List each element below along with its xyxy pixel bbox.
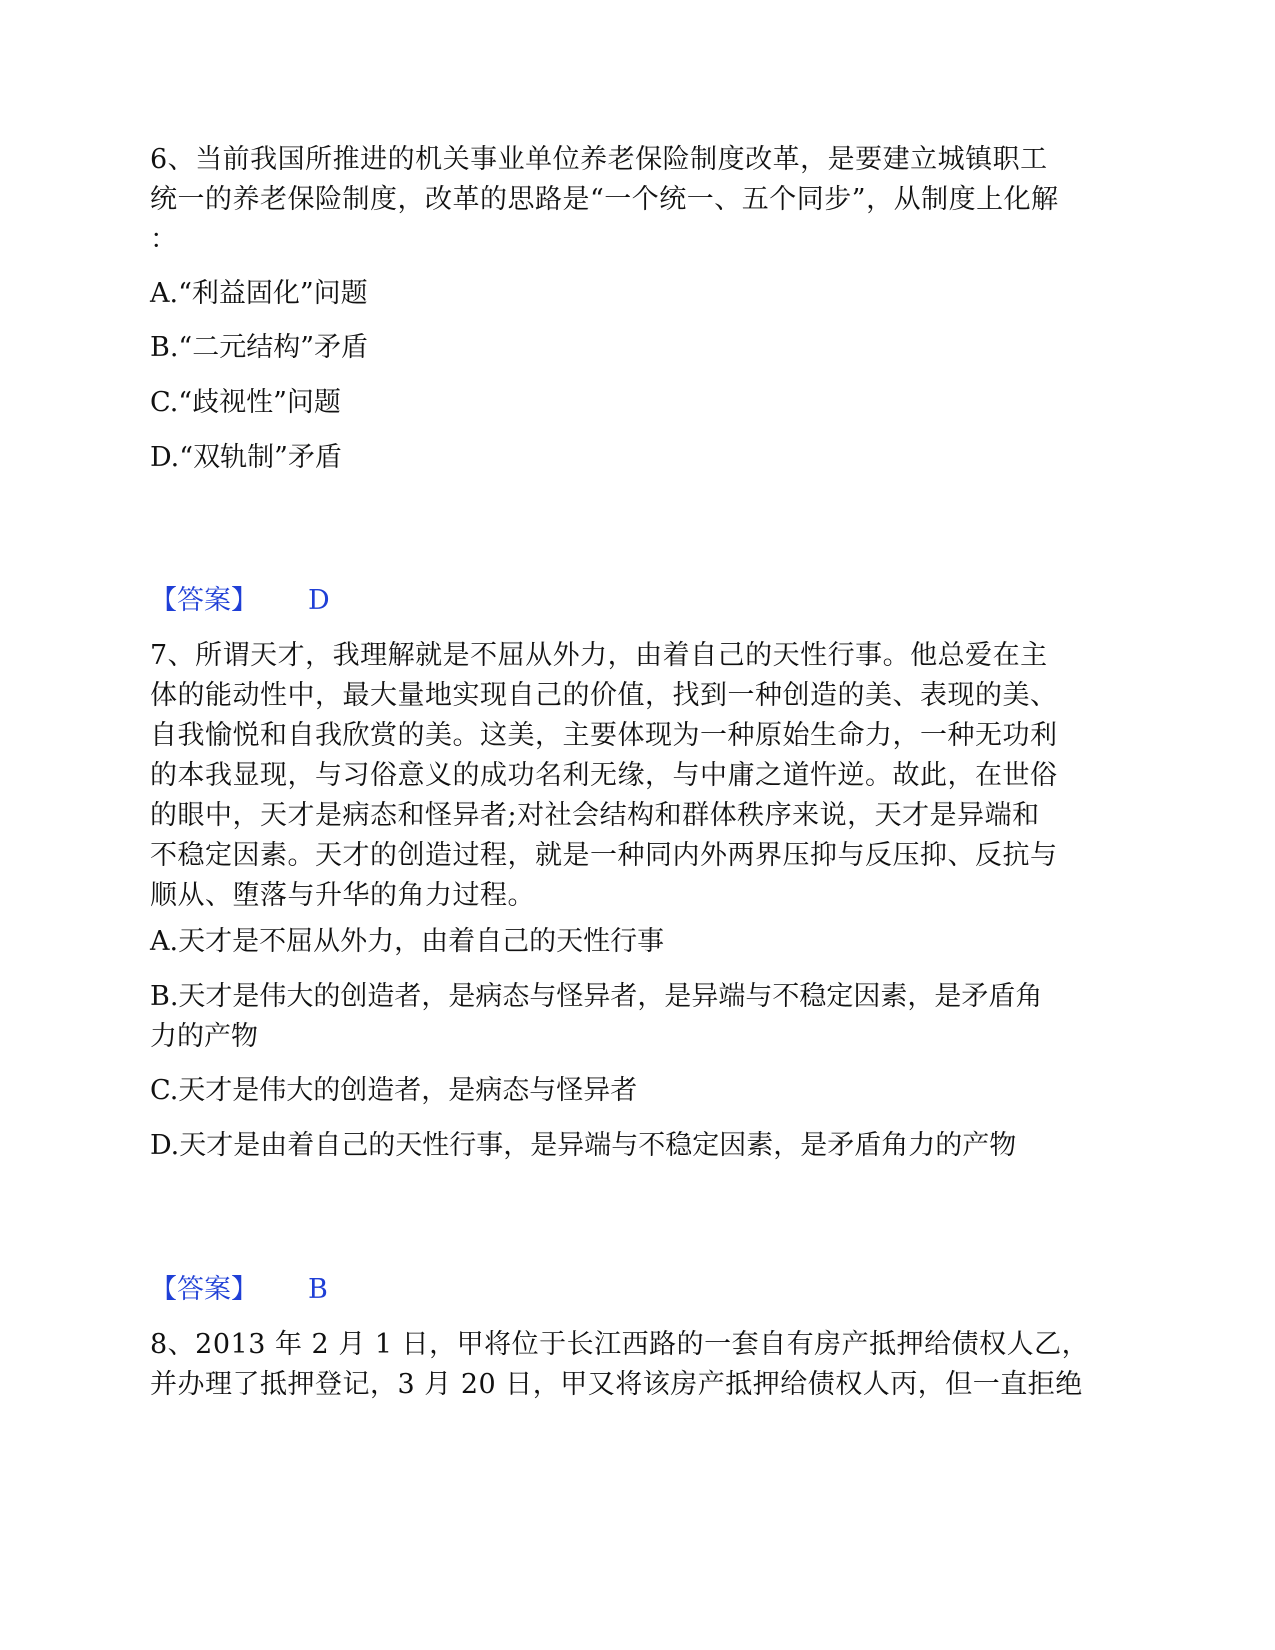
question-7-option-b	[150, 977, 1042, 1057]
question-7-line-6: 不稳定因素。天才的创造过程，就是一种同内外两界压抑与反压抑、反抗与	[150, 840, 1058, 871]
question-6-line-1: 6、当前我国所推进的机关事业单位养老保险制度改革，是要建立城镇职工	[150, 144, 1048, 175]
question-8-line-2: 并办理了抵押登记，3 月 20 日，甲又将该房产抵押给债权人丙，但一直拒绝	[150, 1369, 1083, 1400]
question-6-stem	[150, 140, 1125, 260]
question-7-line-2: 体的能动性中，最大量地实现自己的价值，找到一种创造的美、表现的美、	[150, 680, 1058, 711]
question-6-option-d: D.“双轨制”矛盾	[150, 442, 342, 473]
option-line: B.天才是伟大的创造者，是病态与怪异者，是异端与不稳定因素，是矛盾角	[150, 981, 1043, 1012]
answer-value: D	[308, 585, 330, 616]
option-line: A.天才是不屈从外力，由着自己的天性行事	[150, 926, 665, 957]
question-6-line-3: ：	[150, 224, 178, 255]
question-6-line-2: 统一的养老保险制度，改革的思路是“一个统一、五个同步”，从制度上化解	[150, 184, 1059, 215]
option-line: D.天才是由着自己的天性行事，是异端与不稳定因素，是矛盾角力的产物	[150, 1130, 1017, 1161]
question-7-line-5: 的眼中，天才是病态和怪异者;对社会结构和群体秩序来说，天才是异端和	[150, 800, 1040, 831]
question-7-option-d	[150, 1126, 1016, 1166]
answer-label: 【答案】	[150, 1274, 258, 1305]
question-7-line-7: 顺从、堕落与升华的角力过程。	[150, 880, 535, 911]
question-6-option-b: B.“二元结构”矛盾	[150, 332, 369, 363]
option-line: C.天才是伟大的创造者，是病态与怪异者	[150, 1075, 638, 1106]
question-7-answer	[150, 1270, 328, 1310]
question-6-option-c: C.“歧视性”问题	[150, 387, 341, 418]
question-7-line-3: 自我愉悦和自我欣赏的美。这美，主要体现为一种原始生命力，一种无功利	[150, 720, 1058, 751]
question-7-line-1: 7、所谓天才，我理解就是不屈从外力，由着自己的天性行事。他总爱在主	[150, 640, 1048, 671]
answer-label: 【答案】	[150, 585, 258, 616]
question-7-stem	[150, 636, 1125, 916]
question-7-option-c	[150, 1071, 637, 1111]
question-6-answer	[150, 581, 330, 621]
question-8-stem	[150, 1325, 1125, 1405]
question-6-option-a: A.“利益固化”问题	[150, 278, 368, 309]
option-line: 力的产物	[150, 1021, 258, 1052]
question-7-line-4: 的本我显现，与习俗意义的成功名利无缘，与中庸之道忤逆。故此，在世俗	[150, 760, 1058, 791]
question-7-option-a	[150, 922, 664, 962]
question-8-line-1: 8、2013 年 2 月 1 日，甲将位于长江西路的一套自有房产抵押给债权人乙，	[150, 1329, 1090, 1360]
answer-value: B	[308, 1274, 328, 1305]
